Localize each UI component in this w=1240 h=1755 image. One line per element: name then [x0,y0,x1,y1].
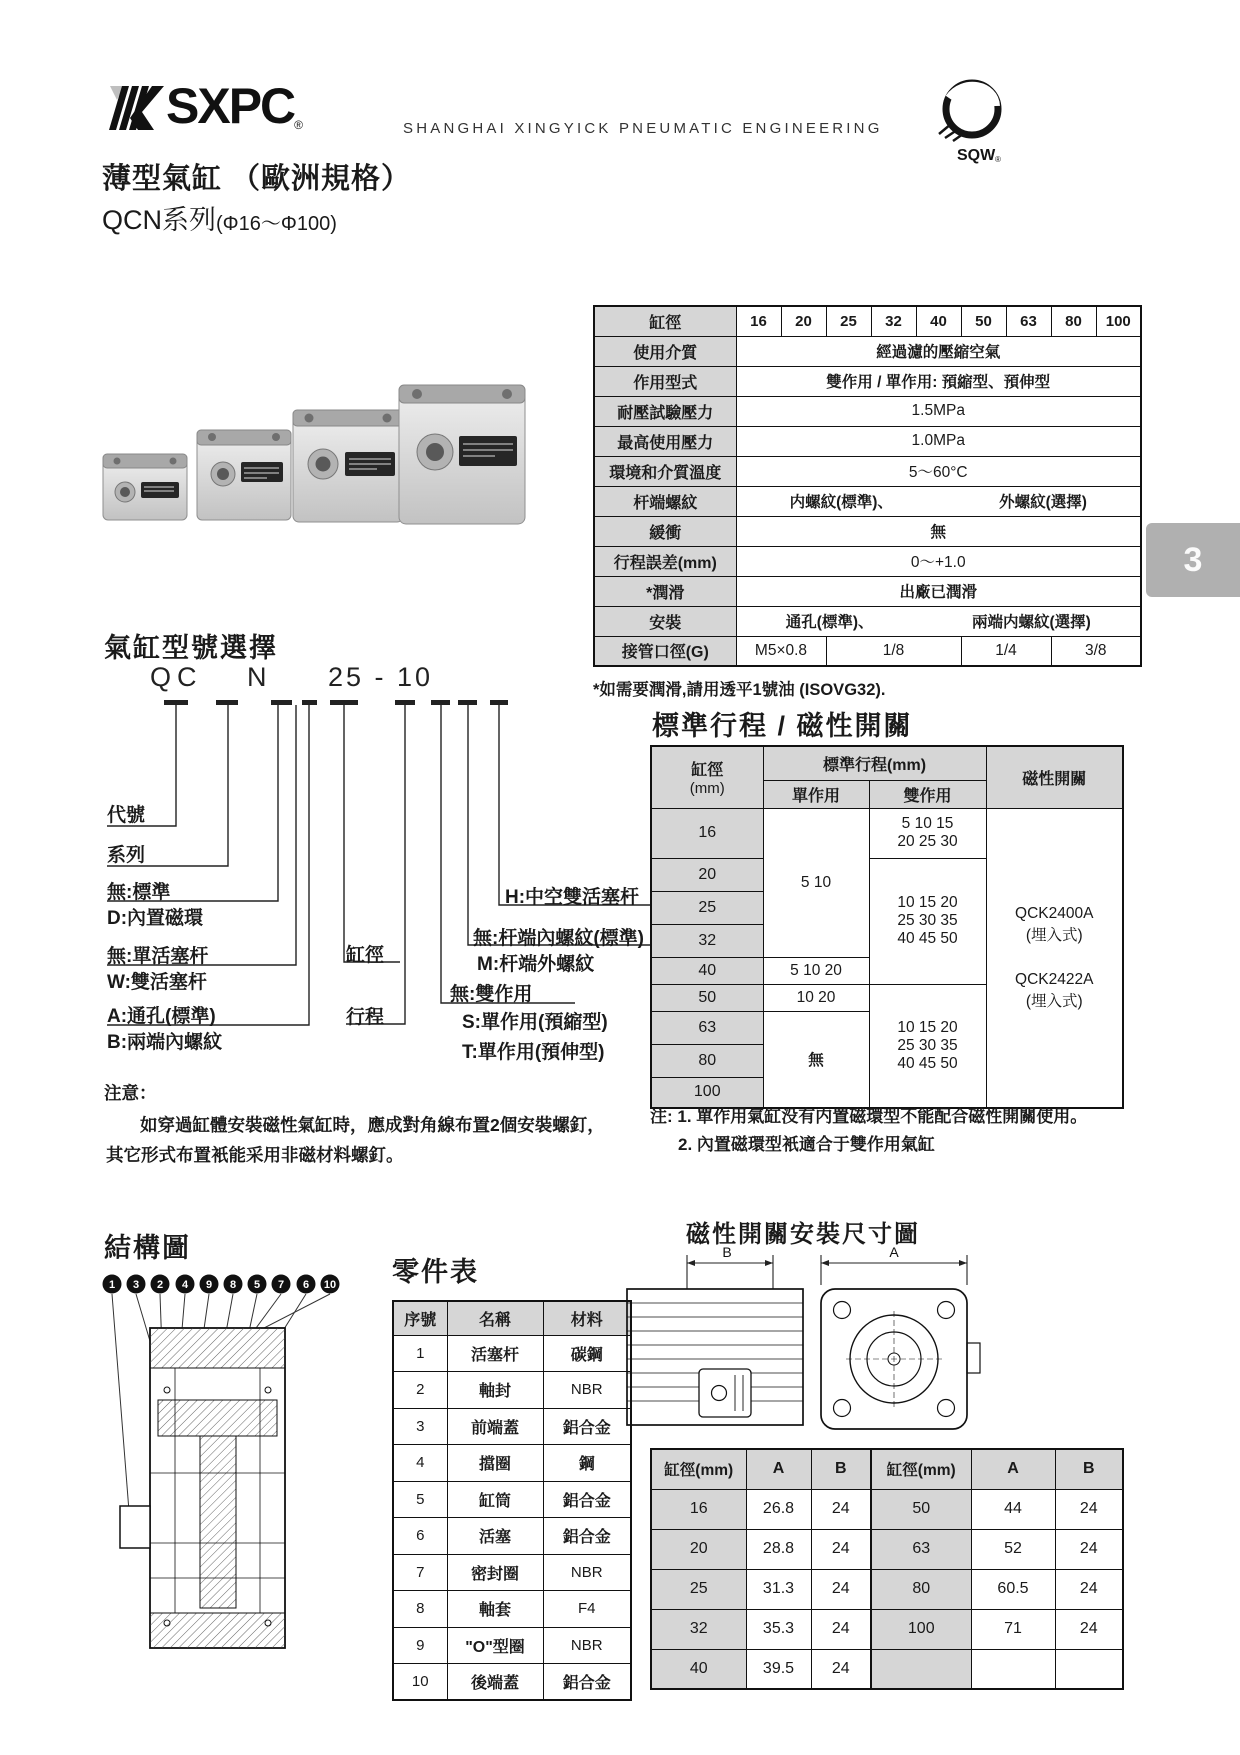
cell: 20 [651,1529,746,1569]
cell: 經過濾的壓縮空氣 [736,336,1141,366]
cell: 軸套 [447,1591,543,1628]
cell: 1.0MPa [736,426,1141,456]
cell: 前端蓋 [447,1408,543,1445]
cell: 擋圈 [447,1445,543,1482]
cell: NBR [543,1554,631,1591]
code-dash [302,700,317,705]
part-balloon: 4 [181,1279,189,1291]
cell: 10 [393,1664,447,1701]
cell: 5 10 20 [763,957,869,984]
parts-row [393,1627,631,1664]
model-code-connectors [95,660,675,1060]
cell: 雙作用 / 單作用: 預縮型、預伸型 [736,366,1141,396]
cell: 50 [651,984,763,1011]
cell: 71 [971,1609,1055,1649]
cell: 24 [811,1489,871,1529]
code-dash [490,700,508,705]
product-photos [95,370,550,550]
spec-row [594,486,1141,516]
code-dash [458,700,477,705]
cell: 20 [781,306,826,336]
spec-table [593,305,1142,667]
cell: 標準行程(mm) [763,746,986,780]
dim-row [651,1649,871,1689]
spec-row [594,366,1141,396]
label-both-end-thread: B:兩端內螺紋 [107,1032,223,1053]
cell: 使用介質 [594,336,736,366]
cell: 7 [393,1554,447,1591]
switch-model-2: QCK2422A [1015,970,1094,988]
cell: 24 [811,1529,871,1569]
cell: 行程誤差(mm) [594,546,736,576]
rod-thread-standard: 内螺紋(標準)、 [789,494,893,511]
cell: 26.8 [746,1489,811,1529]
dim-header-row [651,1449,871,1489]
dim-row [651,1529,871,1569]
dim-row [871,1649,1123,1689]
sxpc-logo-emblem-icon [102,80,166,136]
cylinder-photo-medium [197,430,291,520]
cell: 32 [651,924,763,957]
part-balloons [103,1275,340,1294]
cell: 16 [736,306,781,336]
cell: 5 [393,1481,447,1518]
cell: 44 [971,1489,1055,1529]
structure-title: 結構圖 [104,1233,191,1263]
cylinder-photo-large [293,410,403,522]
cell: M5×0.8 [736,636,826,666]
spec-row [594,606,1141,636]
cell: 1.5MPa [736,396,1141,426]
cell: 0～+1.0 [736,546,1141,576]
logo-text: SXPC [166,78,295,134]
cell: 5 10 [763,808,869,957]
cell: 80 [1051,306,1096,336]
cell: B [1055,1449,1123,1489]
dim-row [871,1529,1123,1569]
cell: 8 [393,1591,447,1628]
caution-line-1: 如穿過缸體安裝磁性氣缸時，應成對角線布置2個安裝螺釘， [140,1115,605,1135]
dim-row [871,1609,1123,1649]
cell [736,606,1141,636]
code-bore-stroke: 25 - 10 [328,662,434,692]
bore-header-line1: 缸徑 [691,762,724,780]
label-hollow-double-rod: H:中空雙活塞杆 [505,887,640,908]
parts-header-row [393,1301,631,1335]
spec-header-row [594,306,1141,336]
code-dash [431,700,450,705]
dim-row [651,1609,871,1649]
cell: 25 [826,306,871,336]
series-title [102,198,337,237]
cylinder-photo-small [103,454,187,520]
cell: 無 [736,516,1141,546]
cell: 出廠已潤滑 [736,576,1141,606]
cell: 6 [393,1518,447,1555]
cell: NBR [543,1372,631,1409]
cell: 25 [651,1569,746,1609]
cell: 活塞 [447,1518,543,1555]
code-dash [395,700,415,705]
code-dash [330,700,358,705]
cell: 50 [961,306,1006,336]
dim-row [651,1569,871,1609]
dim-row [651,1489,871,1529]
switch-mounting-diagram [615,1243,985,1443]
cell: 材料 [543,1301,631,1335]
cell: 28.8 [746,1529,811,1569]
model-selection-title: 氣缸型號選擇 [104,633,278,663]
cell: 杆端螺紋 [594,486,736,516]
cell: 16 [651,808,763,858]
cell: NBR [543,1627,631,1664]
switch-type-2: (埋入式) [1025,992,1083,1010]
cell: 63 [651,1011,763,1044]
sxpc-logo [102,80,303,136]
switch-type-1: (埋入式) [1025,926,1083,944]
cell: 16 [651,1489,746,1529]
cell: A [746,1449,811,1489]
spec-row [594,576,1141,606]
cell: 63 [1006,306,1051,336]
spec-row [594,546,1141,576]
parts-row [393,1481,631,1518]
cell: 軸封 [447,1372,543,1409]
model-code-diagram [95,660,675,1063]
cell: 25 [651,891,763,924]
cell: 10 15 20 25 30 35 40 45 50 [869,858,986,984]
code-dash [216,700,238,705]
label-through-hole: A:通孔(標準) [107,1006,216,1027]
dim-row [871,1489,1123,1529]
part-balloon: 1 [108,1279,116,1291]
part-balloon: 8 [229,1279,237,1291]
cell: 100 [871,1609,971,1649]
cell: 安裝 [594,606,736,636]
page-title: 薄型氣缸 （歐洲規格） [102,163,412,195]
cell: 52 [971,1529,1055,1569]
cell: 磁性開關 [986,746,1123,808]
cell: 密封圈 [447,1554,543,1591]
cell: 鋁合金 [543,1664,631,1701]
parts-row [393,1518,631,1555]
parts-row [393,1445,631,1482]
cell: 31.3 [746,1569,811,1609]
series-name: QCN系列 [102,205,216,235]
label-bore: 缸徑 [346,945,385,966]
spec-port-row [594,636,1141,666]
stroke-row [651,808,1123,858]
lubrication-footnote: *如需要潤滑,請用透平1號油 (ISOVG32). [593,681,886,699]
cylinder-photo-xlarge [399,385,525,524]
cell: 3 [393,1408,447,1445]
cell: 作用型式 [594,366,736,396]
dimension-b-label: B [722,1244,732,1260]
cell: 24 [1055,1569,1123,1609]
parts-row [393,1664,631,1701]
cell: 24 [811,1649,871,1689]
cell [1055,1649,1123,1689]
cell: A [971,1449,1055,1489]
cell: 80 [651,1044,763,1077]
cell [736,486,1141,516]
cell: 63 [871,1529,971,1569]
cell: 3/8 [1051,636,1141,666]
spec-row [594,516,1141,546]
label-built-in-magnet: D:內置磁環 [107,908,204,929]
cell: 缸徑(mm) [871,1449,971,1489]
label-double-rod: W:雙活塞杆 [107,972,207,993]
code-dash [164,700,188,705]
part-balloon: 6 [302,1279,310,1291]
cell: 最高使用壓力 [594,426,736,456]
cell: 20 [651,858,763,891]
label-stroke: 行程 [346,1007,385,1028]
cell: 鋼 [543,1445,631,1482]
cell: 10 15 20 25 30 35 40 45 50 [869,984,986,1108]
label-series: 系列 [107,845,146,866]
cell: 60.5 [971,1569,1055,1609]
cell: 24 [1055,1489,1123,1529]
parts-row [393,1335,631,1372]
cell: 耐壓試驗壓力 [594,396,736,426]
cell [651,746,763,808]
cell: 1 [393,1335,447,1372]
cell [971,1649,1055,1689]
label-standard: 無:標準 [107,882,171,903]
cell: 後端蓋 [447,1664,543,1701]
magnetic-switch-cell [986,808,1123,1108]
dim-header-row [871,1449,1123,1489]
cell: 缸徑(mm) [651,1449,746,1489]
cell: 39.5 [746,1649,811,1689]
part-balloon: 2 [156,1279,164,1291]
label-single-acting-push: S:單作用(預縮型) [462,1012,608,1033]
parts-row [393,1591,631,1628]
cell: 5～60°C [736,456,1141,486]
cell: *潤滑 [594,576,736,606]
stroke-note-1: 注: 1. 單作用氣缸没有内置磁環型不能配合磁性開關使用。 [650,1107,1088,1126]
cell: 活塞杆 [447,1335,543,1372]
switch-model-1: QCK2400A [1015,904,1094,922]
cell: 10 20 [763,984,869,1011]
part-balloon: 3 [132,1279,140,1291]
switch-mounting-title: 磁性開關安裝尺寸圖 [686,1221,920,1248]
cell: 40 [916,306,961,336]
cell: 1/4 [961,636,1051,666]
structure-diagram [100,1268,345,1678]
cell: 32 [871,306,916,336]
code-prefix: QC [150,662,203,692]
parts-list-title: 零件表 [392,1257,479,1287]
cell: 24 [811,1609,871,1649]
cell: 5 10 15 20 25 30 [869,808,986,858]
stroke-switch-table [650,745,1124,1109]
cell: 鋁合金 [543,1481,631,1518]
cell: 24 [1055,1529,1123,1569]
cell: 接管口徑(G) [594,636,736,666]
dimension-a-label: A [889,1244,899,1260]
part-balloon: 10 [323,1279,337,1291]
cell: 鋁合金 [543,1518,631,1555]
cell: 缸筒 [447,1481,543,1518]
cell: 1/8 [826,636,961,666]
mount-option: 兩端内螺紋(選擇) [971,614,1091,631]
caution-heading: 注意： [104,1083,157,1103]
sqw-badge-text: SQW [957,147,996,164]
stroke-switch-title: 標準行程 / 磁性開關 [652,711,913,741]
parts-row [393,1554,631,1591]
parts-row [393,1408,631,1445]
caution-line-2: 其它形式布置衹能采用非磁材料螺釘。 [106,1145,404,1165]
page-number-tab: 3 [1146,523,1240,597]
cell: 缸徑 [594,306,736,336]
cell: 80 [871,1569,971,1609]
cell: 名稱 [447,1301,543,1335]
cell: "O"型圈 [447,1627,543,1664]
cell: 32 [651,1609,746,1649]
part-balloon: 5 [253,1279,261,1291]
dimension-table-1 [650,1448,872,1690]
cell: 24 [1055,1609,1123,1649]
cell: 4 [393,1445,447,1482]
label-single-rod: 無:單活塞杆 [107,946,209,967]
sqw-logo [933,76,1011,168]
spec-row [594,456,1141,486]
spec-row [594,336,1141,366]
cell: 24 [811,1569,871,1609]
code-dash [271,700,292,705]
cell: 2 [393,1372,447,1409]
dimension-table-2 [870,1448,1124,1690]
logo-registered-mark: ® [294,118,304,132]
cell: 無 [763,1011,869,1108]
dim-row [871,1569,1123,1609]
cell: B [811,1449,871,1489]
company-name: SHANGHAI XINGYICK PNEUMATIC ENGINEERING [403,120,883,137]
cell: 緩衝 [594,516,736,546]
code-series: N [247,662,267,692]
cell [871,1649,971,1689]
spec-row [594,426,1141,456]
rod-thread-option: 外螺紋(選擇) [999,494,1087,511]
cell: 序號 [393,1301,447,1335]
bore-header-line2: (mm) [689,780,725,798]
cell: 9 [393,1627,447,1664]
label-rod-male-thread: M:杆端外螺紋 [477,954,595,975]
cell: 碳鋼 [543,1335,631,1372]
series-bore-range: (Φ16～Φ100) [216,213,337,235]
cell: 100 [651,1077,763,1108]
label-code: 代號 [107,805,146,826]
label-single-acting-pull: T:單作用(預伸型) [462,1042,605,1063]
sqw-registered-mark: ® [995,155,1001,164]
stroke-header-row [651,746,1123,780]
part-balloon: 9 [205,1279,213,1291]
cell: 環境和介質溫度 [594,456,736,486]
cell: F4 [543,1591,631,1628]
parts-row [393,1372,631,1409]
cell: 35.3 [746,1609,811,1649]
label-rod-female-thread: 無:杆端內螺紋(標準) [473,928,644,949]
cell: 100 [1096,306,1141,336]
label-double-acting: 無:雙作用 [450,984,533,1005]
cell: 40 [651,1649,746,1689]
cell: 50 [871,1489,971,1529]
parts-table [392,1300,632,1701]
part-balloon: 7 [277,1279,285,1291]
cell: 雙作用 [869,780,986,808]
cell: 40 [651,957,763,984]
cell: 單作用 [763,780,869,808]
mount-standard: 通孔(標準)、 [785,614,874,631]
cell: 鋁合金 [543,1408,631,1445]
stroke-note-2: 2. 內置磁環型衹適合于雙作用氣缸 [678,1135,935,1154]
spec-row [594,396,1141,426]
